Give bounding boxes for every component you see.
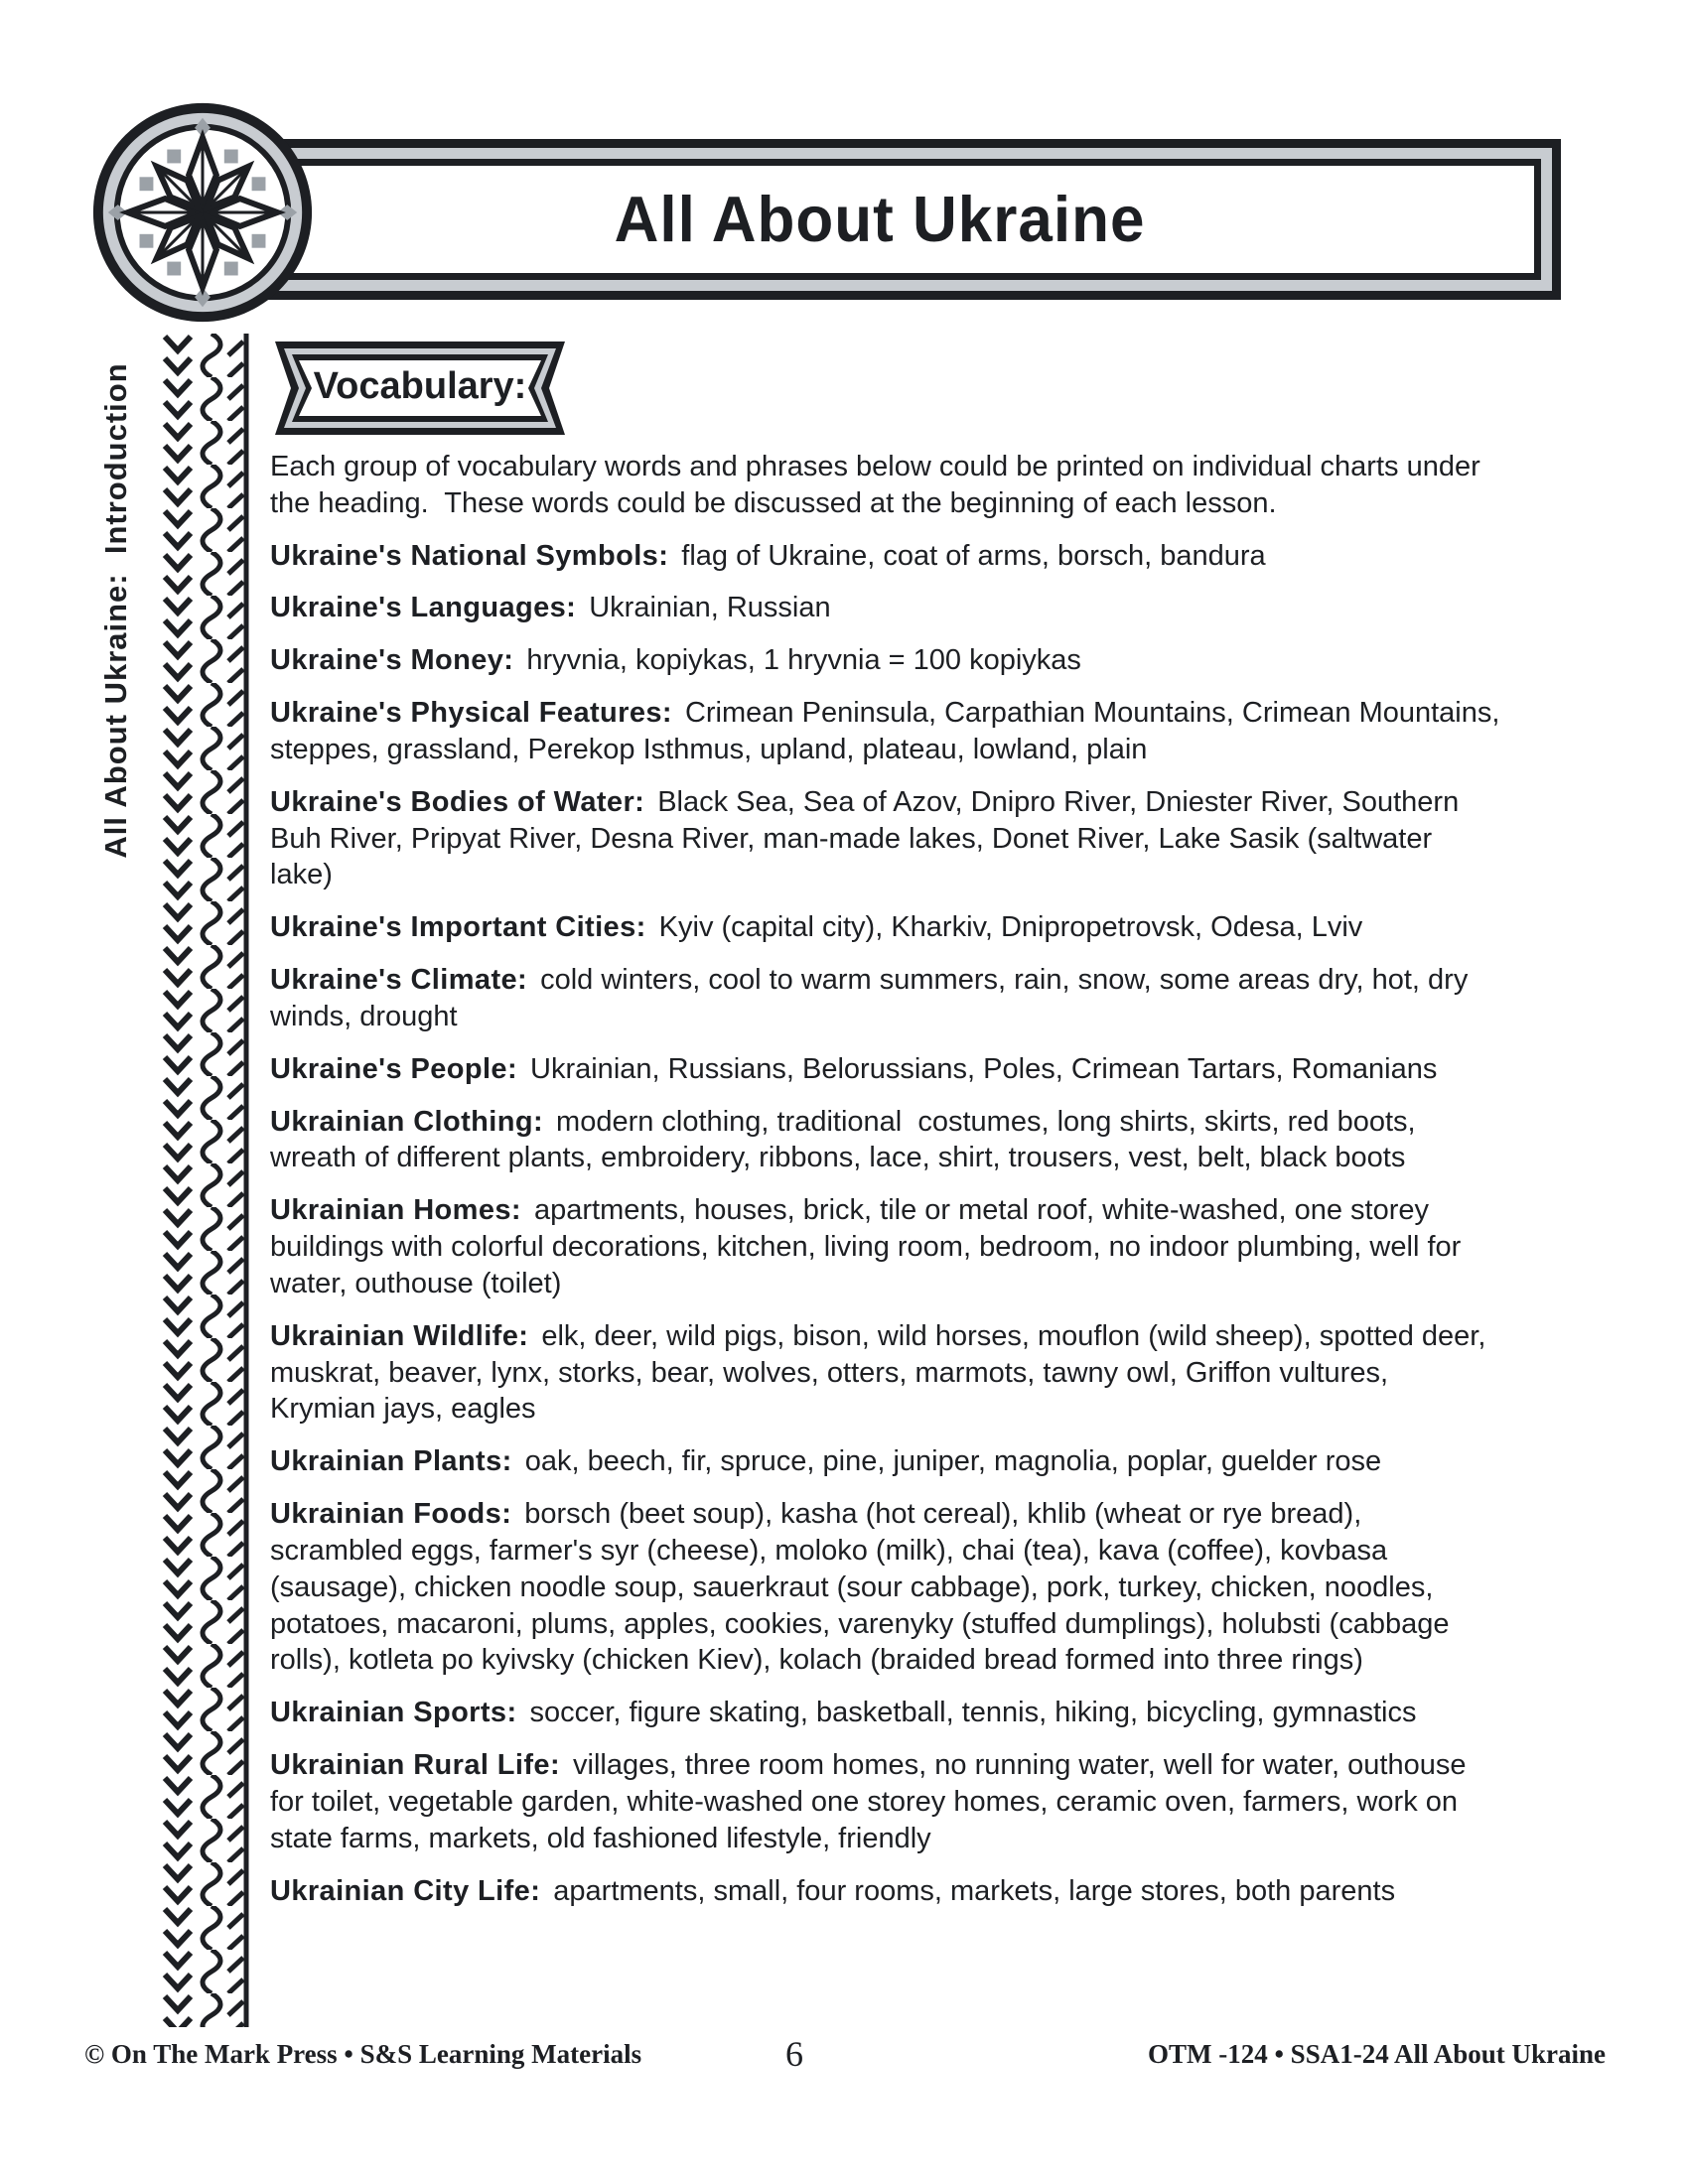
vocab-text: hryvnia, kopiykas, 1 hryvnia = 100 kopiykas	[526, 644, 1081, 677]
vocab-text: Ukrainian, Russians, Belorussians, Poles, Crimean Tartars, Romanians	[530, 1052, 1438, 1085]
vocab-text: Black Sea, Sea of Azov, Dnipro River, Dniester River, Southern Buh River, Pripyat River, Desna River, man-made lakes, Donet River, Lake Sasik (saltwater lake)	[270, 785, 1468, 891]
vocab-term: Ukrainian Sports:	[270, 1697, 517, 1729]
vocab-text: cold winters, cool to warm summers, rain, snow, some areas dry, hot, dry winds, drought	[270, 964, 1477, 1032]
vocab-text: oak, beech, fir, spruce, pine, juniper, magnolia, poplar, guelder rose	[524, 1445, 1382, 1478]
vocab-entry	[270, 1051, 1501, 1088]
vocab-entry	[270, 1443, 1501, 1480]
vocab-term: Ukrainian City Life:	[270, 1874, 541, 1907]
vocab-text: villages, three room homes, no running water, well for water, outhouse for toilet, vegetable garden, white-washed one storey homes, ceramic oven, farmers, work on state farms, markets, old fashioned lifestyle, friendly	[270, 1749, 1475, 1854]
vocab-term: Ukraine's Climate:	[270, 964, 528, 997]
vocab-entry	[270, 1747, 1501, 1856]
page-title: All About Ukraine	[614, 184, 1146, 255]
vocab-entry	[270, 1318, 1501, 1428]
vocab-term: Ukrainian Rural Life:	[270, 1749, 561, 1782]
vocab-entry	[270, 1104, 1501, 1177]
page-number: 6	[785, 2034, 803, 2074]
vocab-term: Ukrainian Foods:	[270, 1498, 512, 1531]
vocab-entry	[270, 642, 1501, 679]
vocab-term: Ukraine's Languages:	[270, 592, 577, 624]
ukrainian-star-icon	[84, 92, 321, 333]
vocab-term: Ukrainian Plants:	[270, 1445, 512, 1478]
vocab-term: Ukraine's People:	[270, 1052, 518, 1085]
vocab-term: Ukraine's Money:	[270, 644, 514, 677]
vocab-term: Ukrainian Wildlife:	[270, 1319, 529, 1352]
vocab-text: Ukrainian, Russian	[589, 592, 831, 624]
vocabulary-heading-ribbon	[275, 341, 565, 435]
vocab-text: apartments, small, four rooms, markets, large stores, both parents	[553, 1874, 1396, 1907]
intro-paragraph: Each group of vocabulary words and phrases below could be printed on individual charts under the heading. These words could be discussed at the beginning of each lesson.	[270, 451, 1488, 519]
vocabulary-heading: Vocabulary:	[313, 364, 527, 407]
vocab-text: soccer, figure skating, basketball, tennis, hiking, bicycling, gymnastics	[529, 1697, 1417, 1729]
title-banner-inner	[218, 159, 1541, 280]
vocab-term: Ukraine's Physical Features:	[270, 697, 672, 730]
vocab-term: Ukraine's Important Cities:	[270, 911, 646, 944]
vocab-entry	[270, 962, 1501, 1035]
vocab-text: apartments, houses, brick, tile or metal roof, white-washed, one storey buildings with colorful decorations, kitchen, living room, bedroom, no indoor plumbing, well for water, outhouse (toilet)	[270, 1194, 1470, 1299]
vocab-entry	[270, 909, 1501, 946]
vocab-entry	[270, 1192, 1501, 1301]
vocab-entry	[270, 784, 1501, 893]
vocab-entry	[270, 695, 1508, 768]
folk-pattern-border-icon	[159, 334, 254, 2027]
section-sidebar-label: All About Ukraine: Introduction	[98, 362, 133, 859]
vocab-entry	[270, 1873, 1501, 1910]
vocab-text: Kyiv (capital city), Kharkiv, Dnipropetrovsk, Odesa, Lviv	[658, 911, 1363, 944]
page-footer	[84, 2031, 1606, 2077]
vocab-term: Ukraine's National Symbols:	[270, 539, 669, 572]
vocab-text: modern clothing, traditional costumes, long shirts, skirts, red boots, wreath of different plants, embroidery, ribbons, lace, shirt, trousers, vest, belt, black boots	[270, 1105, 1424, 1174]
vocab-entry	[270, 538, 1501, 575]
vocab-entry	[270, 1695, 1501, 1731]
footer-publisher: © On The Mark Press • S&S Learning Materials	[84, 2038, 642, 2069]
footer-product-code: OTM -124 • SSA1-24 All About Ukraine	[1147, 2038, 1606, 2069]
vocab-entry	[270, 1496, 1501, 1679]
vocab-term: Ukrainian Homes:	[270, 1194, 521, 1227]
vocab-term: Ukrainian Clothing:	[270, 1105, 544, 1138]
vocab-term: Ukraine's Bodies of Water:	[270, 785, 645, 818]
vocab-text: elk, deer, wild pigs, bison, wild horses, mouflon (wild sheep), spotted deer, muskrat, beaver, lynx, storks, bear, wolves, otters, marmots, tawny owl, Griffon vultures, Krymian jays, eagles	[270, 1319, 1494, 1426]
vocab-text: Crimean Peninsula, Carpathian Mountains, Crimean Mountains, steppes, grassland, Perekop Isthmus, upland, plateau, lowland, plain	[270, 697, 1508, 765]
vocab-entry	[270, 590, 1501, 626]
vocabulary-content	[270, 449, 1508, 1925]
vocab-text: flag of Ukraine, coat of arms, borsch, bandura	[681, 539, 1266, 572]
vocab-text: borsch (beet soup), kasha (hot cereal), khlib (wheat or rye bread), scrambled eggs, farmer's syr (cheese), moloko (milk), chai (tea), kava (coffee), kovbasa (sausage), chicken noodle soup, sauerkraut (sour cabbage), pork, turkey, chicken, noodles, potatoes, macaroni, plums, apples, cookies, varenyky (stuffed dumplings), holubsti (cabbage rolls), kotleta po kyivsky (chicken Kiev), kolach (braided bread formed into three rings)	[270, 1498, 1458, 1677]
title-banner	[199, 139, 1561, 300]
